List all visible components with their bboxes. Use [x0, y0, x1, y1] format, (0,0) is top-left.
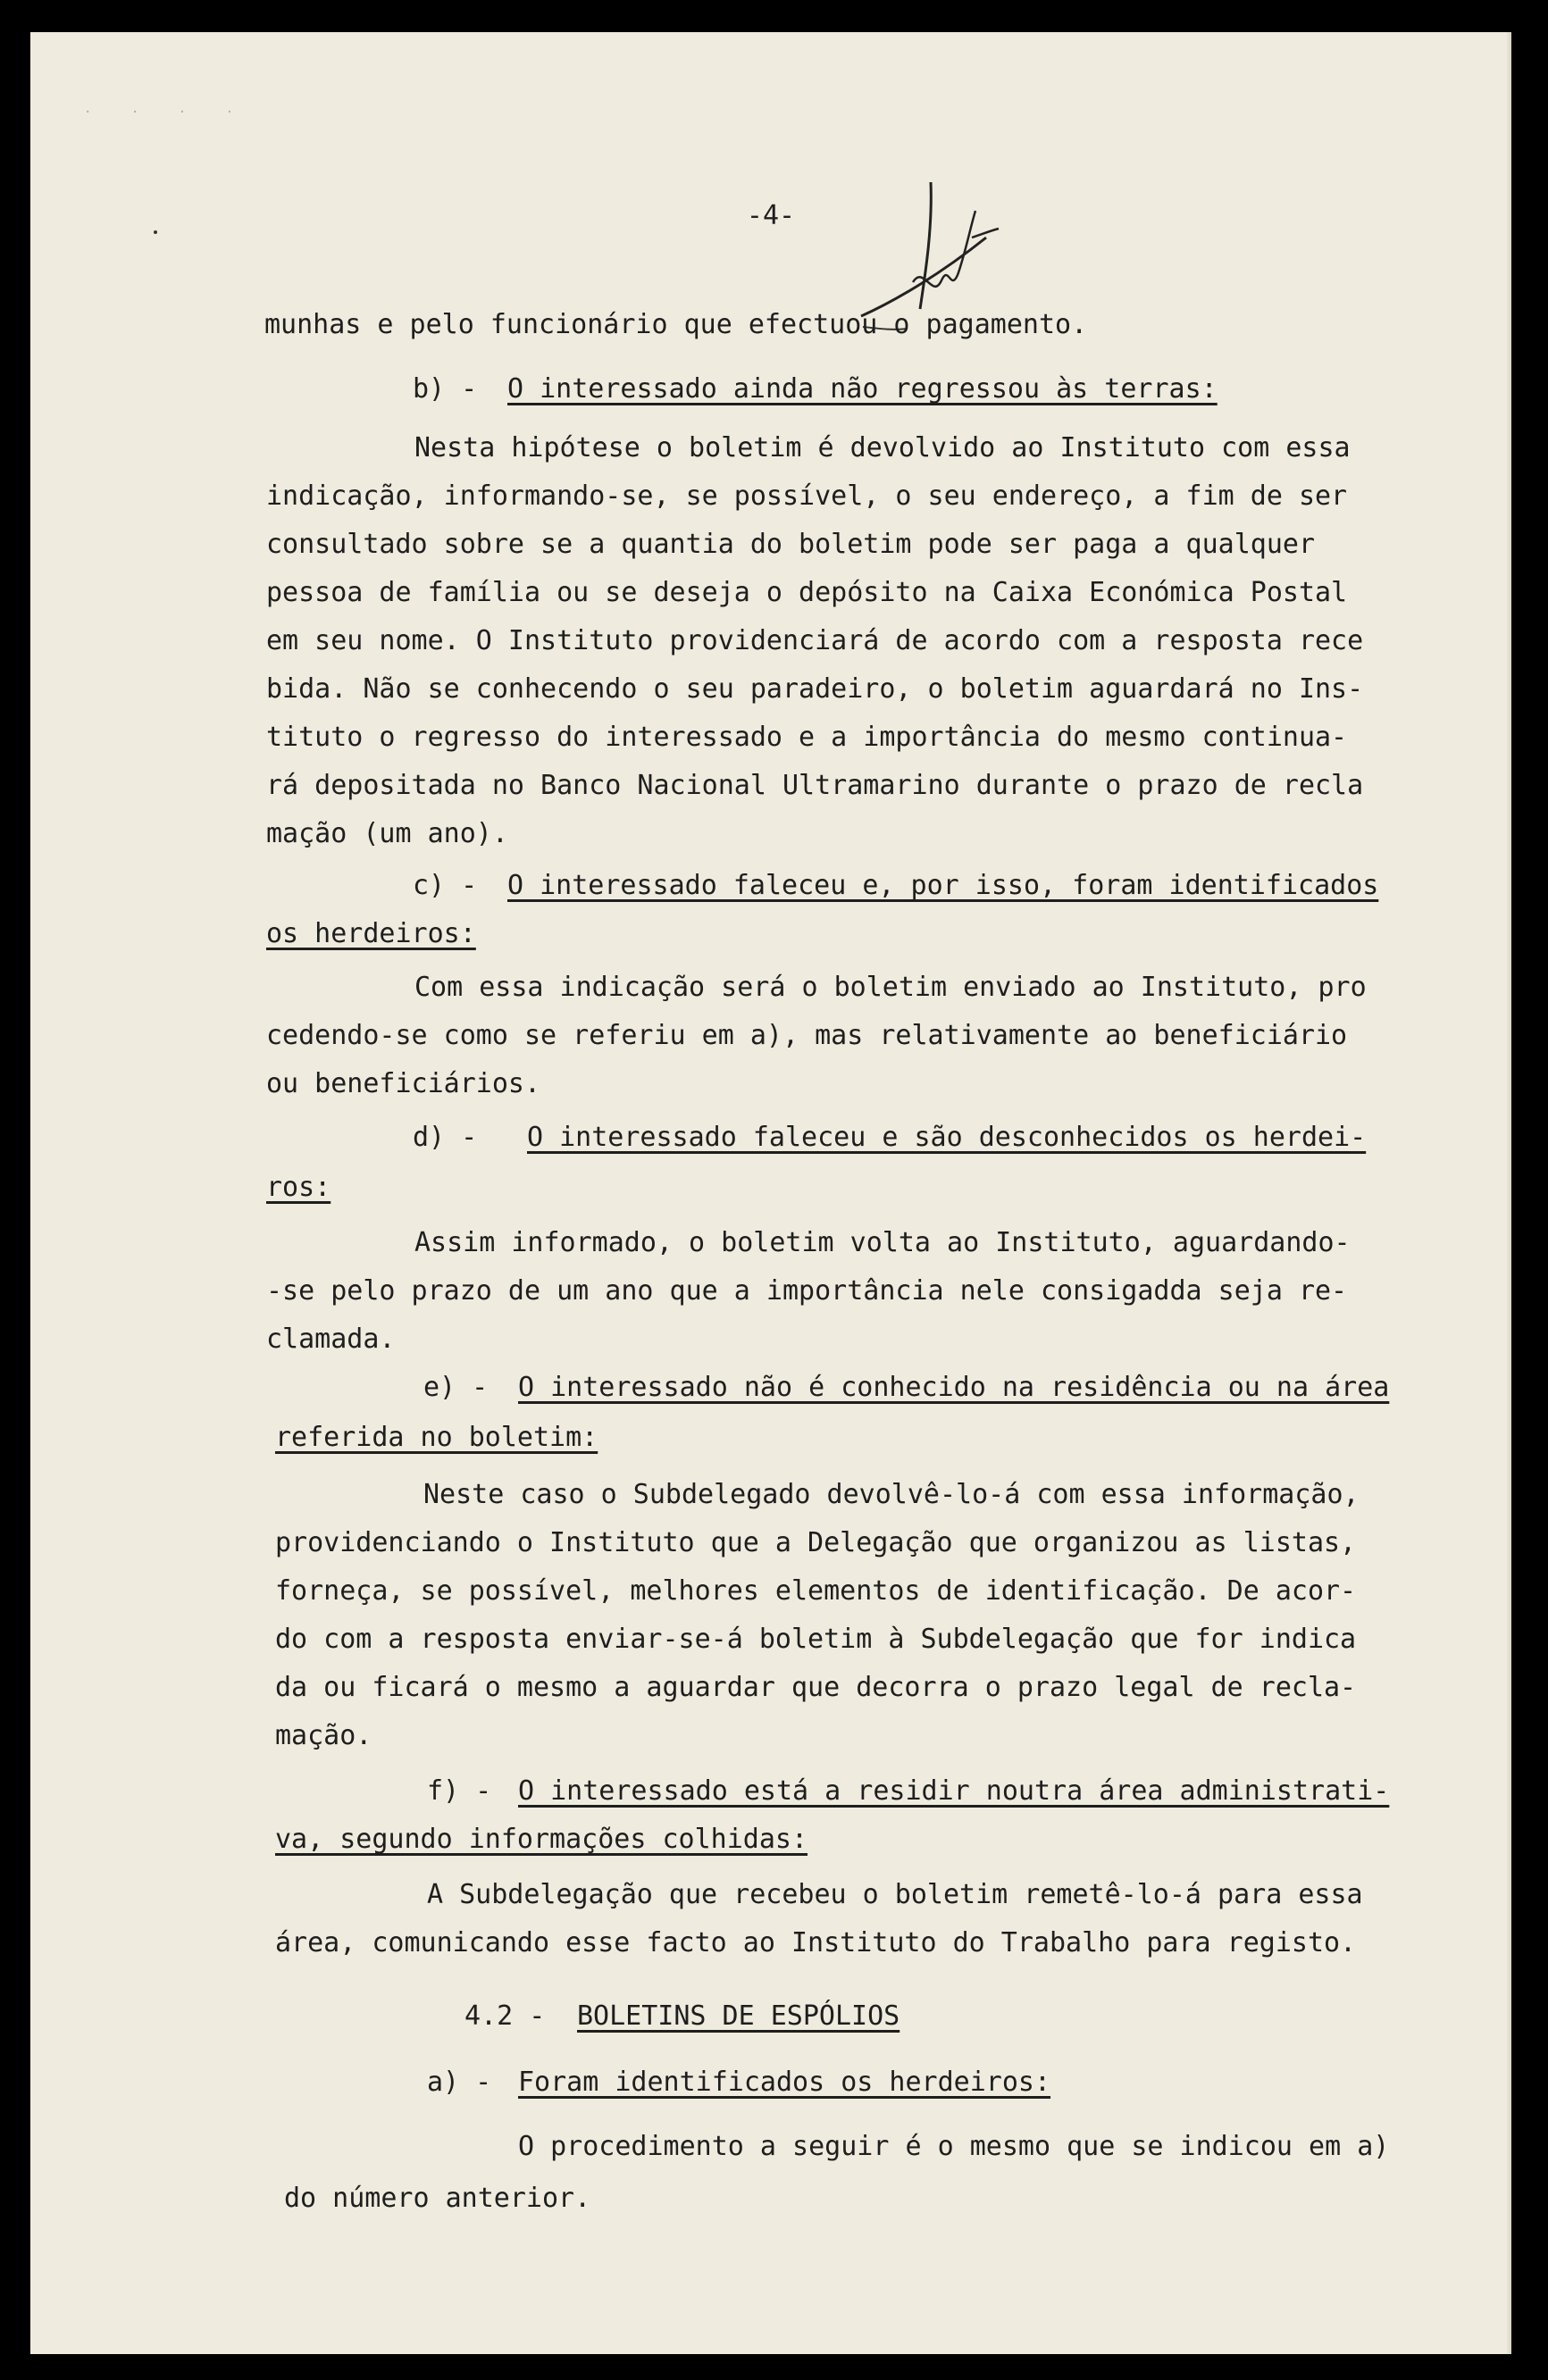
item-d-line-3: clamada. — [266, 1324, 396, 1355]
item-c-line-3: ou beneficiários. — [266, 1068, 541, 1099]
punch-marks: . . . . — [84, 102, 250, 116]
item-a-heading: Foram identificados os herdeiros: — [518, 2067, 1051, 2098]
item-b-line-4: pessoa de família ou se deseja o depósito na Caixa Económica Postal — [266, 577, 1348, 608]
item-c-line-2: cedendo-se como se referiu em a), mas relativamente ao beneficiário — [266, 1020, 1348, 1051]
item-b-marker: b) - — [413, 373, 478, 405]
text-line: munhas e pelo funcionário que efectuou o pagamento. — [264, 309, 1088, 340]
item-a-marker: a) - — [427, 2067, 492, 2098]
item-b-line-3: consultado sobre se a quantia do boletim pode ser paga a qualquer — [266, 529, 1315, 560]
item-e-line-1: Neste caso o Subdelegado devolvê-lo-á com essa informação, — [423, 1479, 1360, 1510]
item-d-marker: d) - — [413, 1122, 478, 1153]
item-e-heading-2: referida no boletim: — [275, 1422, 598, 1453]
section-heading: BOLETINS DE ESPÓLIOS — [577, 2000, 900, 2032]
item-d-heading-2: ros: — [266, 1172, 331, 1203]
item-e-line-3: forneça, se possível, melhores elementos de identificação. De acor- — [275, 1575, 1357, 1607]
item-f-heading-2: va, segundo informações colhidas: — [275, 1824, 808, 1855]
item-e-heading-1: O interessado não é conhecido na residência ou na área — [518, 1372, 1390, 1403]
item-f-heading-1: O interessado está a residir noutra área administrati- — [518, 1775, 1390, 1807]
item-e-line-5: da ou ficará o mesmo a aguardar que decorra o prazo legal de recla- — [275, 1672, 1357, 1703]
item-c-line-1: Com essa indicação será o boletim enviado ao Instituto, pro — [414, 972, 1367, 1003]
item-a-line-2: do número anterior. — [284, 2183, 591, 2214]
item-b-line-5: em seu nome. O Instituto providenciará de acordo com a resposta rece — [266, 625, 1364, 656]
item-f-line-1: A Subdelegação que recebeu o boletim remetê-lo-á para essa — [427, 1879, 1363, 1910]
item-d-heading-1: O interessado faleceu e são desconhecidos os herdei- — [527, 1122, 1367, 1153]
item-f-line-2: área, comunicando esse facto ao Instituto do Trabalho para registo. — [275, 1927, 1357, 1958]
item-b-line-9: mação (um ano). — [266, 818, 508, 849]
item-b-line-2: indicação, informando-se, se possível, o seu endereço, a fim de ser — [266, 480, 1348, 512]
item-f-marker: f) - — [427, 1775, 492, 1807]
item-e-line-6: mação. — [275, 1720, 372, 1751]
page-edge-shadow — [1506, 32, 1511, 2354]
item-c-marker: c) - — [413, 870, 478, 901]
item-b-heading: O interessado ainda não regressou às terras: — [507, 373, 1217, 405]
item-b-line-6: bida. Não se conhecendo o seu paradeiro, o boletim aguardará no Ins- — [266, 673, 1364, 705]
document-page — [30, 32, 1511, 2354]
item-a-line-1: O procedimento a seguir é o mesmo que se indicou em a) — [518, 2131, 1390, 2162]
section-number: 4.2 - — [464, 2000, 546, 2032]
item-e-line-2: providenciando o Instituto que a Delegação que organizou as listas, — [275, 1527, 1357, 1558]
item-d-line-2: -se pelo prazo de um ano que a importância nele consigadda seja re- — [266, 1275, 1348, 1307]
item-b-line-8: rá depositada no Banco Nacional Ultramarino durante o prazo de recla — [266, 770, 1364, 801]
item-e-marker: e) - — [423, 1372, 489, 1403]
item-b-line-7: tituto o regresso do interessado e a importância do mesmo continua- — [266, 722, 1348, 753]
item-c-heading-2: os herdeiros: — [266, 918, 476, 949]
item-d-line-1: Assim informado, o boletim volta ao Instituto, aguardando- — [414, 1227, 1351, 1258]
item-c-heading-1: O interessado faleceu e, por isso, foram identificados — [507, 870, 1379, 901]
page-number: -4- — [746, 200, 796, 231]
item-e-line-4: do com a resposta enviar-se-á boletim à Subdelegação que for indica — [275, 1624, 1357, 1655]
item-b-line-1: Nesta hipótese o boletim é devolvido ao Instituto com essa — [414, 432, 1351, 463]
